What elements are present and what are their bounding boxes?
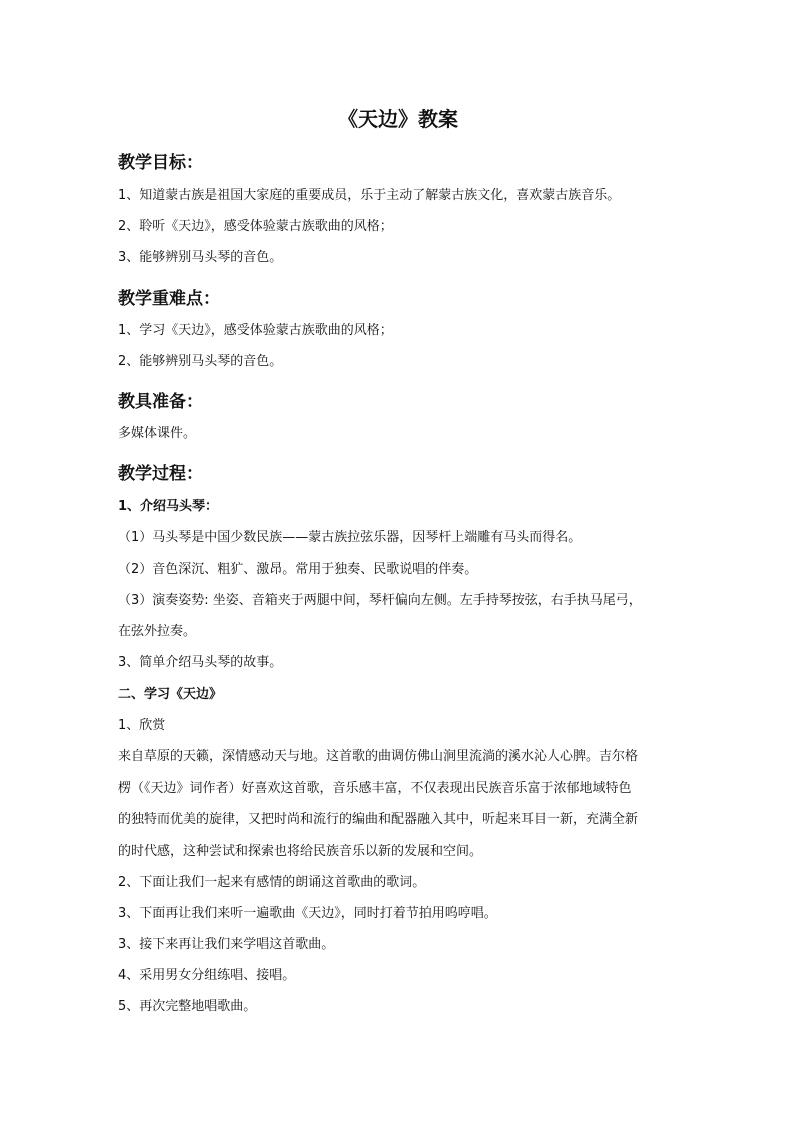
- part1-heading: 1、介绍马头琴：: [118, 499, 219, 514]
- part2-item: 2、下面让我们一起来有感情的朗诵这首歌曲的歌词。: [118, 875, 426, 890]
- part1-item: 3、简单介绍马头琴的故事。: [118, 655, 283, 670]
- paragraph-line: 的独特而优美的旋律，又把时尚和流行的编曲和配器融入其中，听起来耳目一新，充满全新: [118, 812, 639, 827]
- part2-appreciate: 1、欣赏: [118, 718, 166, 733]
- part2-item: 3、接下来再让我们来学唱这首歌曲。: [118, 937, 335, 952]
- part2-item: 5、再次完整地唱歌曲。: [118, 999, 257, 1014]
- appreciation-paragraph: [118, 741, 678, 867]
- paragraph-line: 的时代感，这种尝试和探索也将给民族音乐以新的发展和空间。: [118, 843, 483, 859]
- part1-item: 在弦外拉奏。: [118, 624, 197, 639]
- goal-item: 2、聆听《天边》，感受体验蒙古族歌曲的风格；: [118, 219, 393, 234]
- materials-item: 多媒体课件。: [118, 426, 197, 441]
- part2-item: 4、采用男女分组练唱、接唱。: [118, 968, 296, 983]
- page-title: 《天边》教案: [338, 107, 458, 131]
- key-points-heading: 教学重难点：: [118, 289, 220, 309]
- goal-item: 3、能够辨别马头琴的音色。: [118, 250, 283, 265]
- key-point-item: 1、学习《天边》，感受体验蒙古族歌曲的风格；: [118, 323, 393, 338]
- goals-heading: 教学目标：: [118, 153, 203, 173]
- process-heading: 教学过程：: [118, 464, 203, 484]
- part1-item: （1）马头琴是中国少数民族——蒙古族拉弦乐器，因琴杆上端雕有马头而得名。: [118, 530, 582, 545]
- part2-item: 3、下面再让我们来听一遍歌曲《天边》，同时打着节拍用呜哼唱。: [118, 906, 497, 921]
- paragraph-line: 来自草原的天籁，深情感动天与地。这首歌的曲调仿佛山涧里流淌的溪水沁人心脾。吉尔格: [118, 749, 639, 764]
- paragraph-line: 楞（《天边》词作者）好喜欢这首歌，音乐感丰富，不仅表现出民族音乐富于浓郁地域特色: [118, 780, 632, 796]
- goal-item: 1、知道蒙古族是祖国大家庭的重要成员，乐于主动了解蒙古族文化，喜欢蒙古族音乐。: [118, 188, 621, 203]
- part1-item: （2）音色深沉、粗犷、激昂。常用于独奏、民歌说唱的伴奏。: [118, 562, 478, 577]
- part1-item: （3）演奏姿势: 坐姿、音箱夹于两腿中间，琴杆偏向左侧。左手持琴按弦，右手执马尾弓，: [118, 593, 642, 608]
- materials-heading: 教具准备：: [118, 392, 203, 412]
- key-point-item: 2、能够辨别马头琴的音色。: [118, 354, 283, 369]
- part2-heading: 二、学习《天边》: [118, 687, 223, 702]
